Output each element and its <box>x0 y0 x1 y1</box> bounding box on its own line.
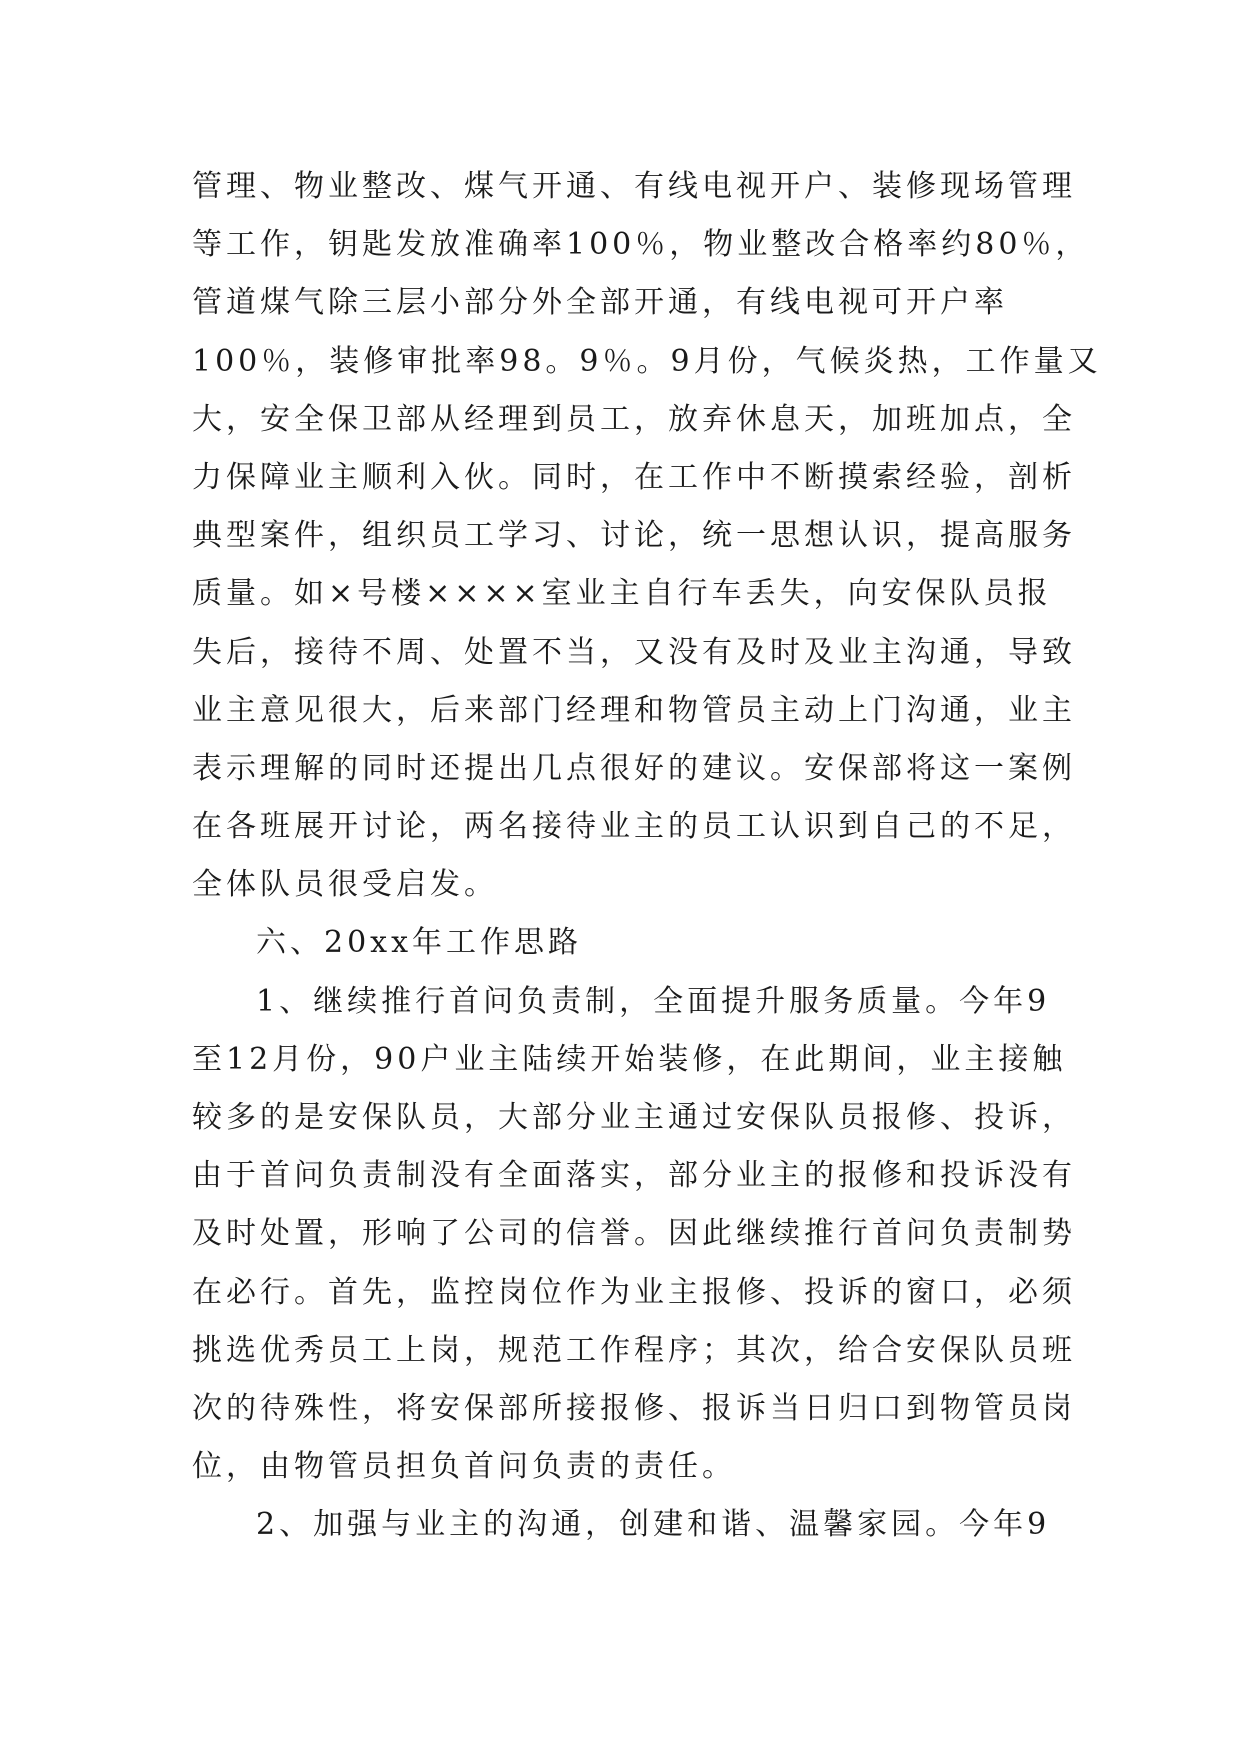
text-line: 大，安全保卫部从经理到员工，放弃休息天，加班加点，全 <box>192 401 1076 437</box>
text-line: 管理、物业整改、煤气开通、有线电视开户、装修现场管理 <box>192 169 1076 204</box>
text-line: 100％，装修审批率98。9％。9月份，气候炎热，工作量又 <box>192 343 1102 379</box>
section-heading: 六、20xx年工作思路 <box>256 925 583 961</box>
text-line: 挑选优秀员工上岗，规范工作程序；其次，给合安保队员班 <box>192 1332 1076 1368</box>
text-line: 等工作，钥匙发放准确率100％，物业整改合格率约80％， <box>192 227 1090 263</box>
text-line: 质量。如×号楼××××室业主自行车丢失，向安保队员报 <box>192 576 1052 612</box>
text-line: 次的待殊性，将安保部所接报修、报诉当日归口到物管员岗 <box>192 1390 1076 1426</box>
body-text <box>192 158 1102 1555</box>
paragraph-start: 2、加强与业主的沟通，创建和谐、温馨家园。今年9 <box>256 1507 1051 1543</box>
text-line: 在必行。首先，监控岗位作为业主报修、投诉的窗口，必须 <box>192 1274 1076 1310</box>
paragraph-start: 1、继续推行首问负责制，全面提升服务质量。今年9 <box>256 983 1051 1019</box>
text-line: 管道煤气除三层小部分外全部开通，有线电视可开户率 <box>192 285 1008 321</box>
text-line: 较多的是安保队员，大部分业主通过安保队员报修、投诉， <box>192 1100 1076 1135</box>
text-line: 失后，接待不周、处置不当，又没有及时及业主沟通，导致 <box>192 634 1076 670</box>
text-line: 表示理解的同时还提出几点很好的建议。安保部将这一案例 <box>192 750 1076 786</box>
text-line: 及时处置，形响了公司的信誉。因此继续推行首问负责制势 <box>192 1216 1076 1252</box>
text-line: 典型案件，组织员工学习、讨论，统一思想认识，提高服务 <box>192 518 1076 554</box>
text-line: 位，由物管员担负首问负责的责任。 <box>192 1449 736 1485</box>
text-line: 业主意见很大，后来部门经理和物管员主动上门沟通，业主 <box>192 692 1076 728</box>
text-line: 由于首问负责制没有全面落实，部分业主的报修和投诉没有 <box>192 1158 1076 1194</box>
text-line: 在各班展开讨论，两名接待业主的员工认识到自己的不足， <box>192 809 1076 845</box>
text-line: 力保障业主顺利入伙。同时，在工作中不断摸索经验，剖析 <box>192 459 1076 495</box>
text-line: 全体队员很受启发。 <box>192 867 498 903</box>
text-line: 至12月份，90户业主陆续开始装修，在此期间，业主接触 <box>192 1041 1067 1077</box>
